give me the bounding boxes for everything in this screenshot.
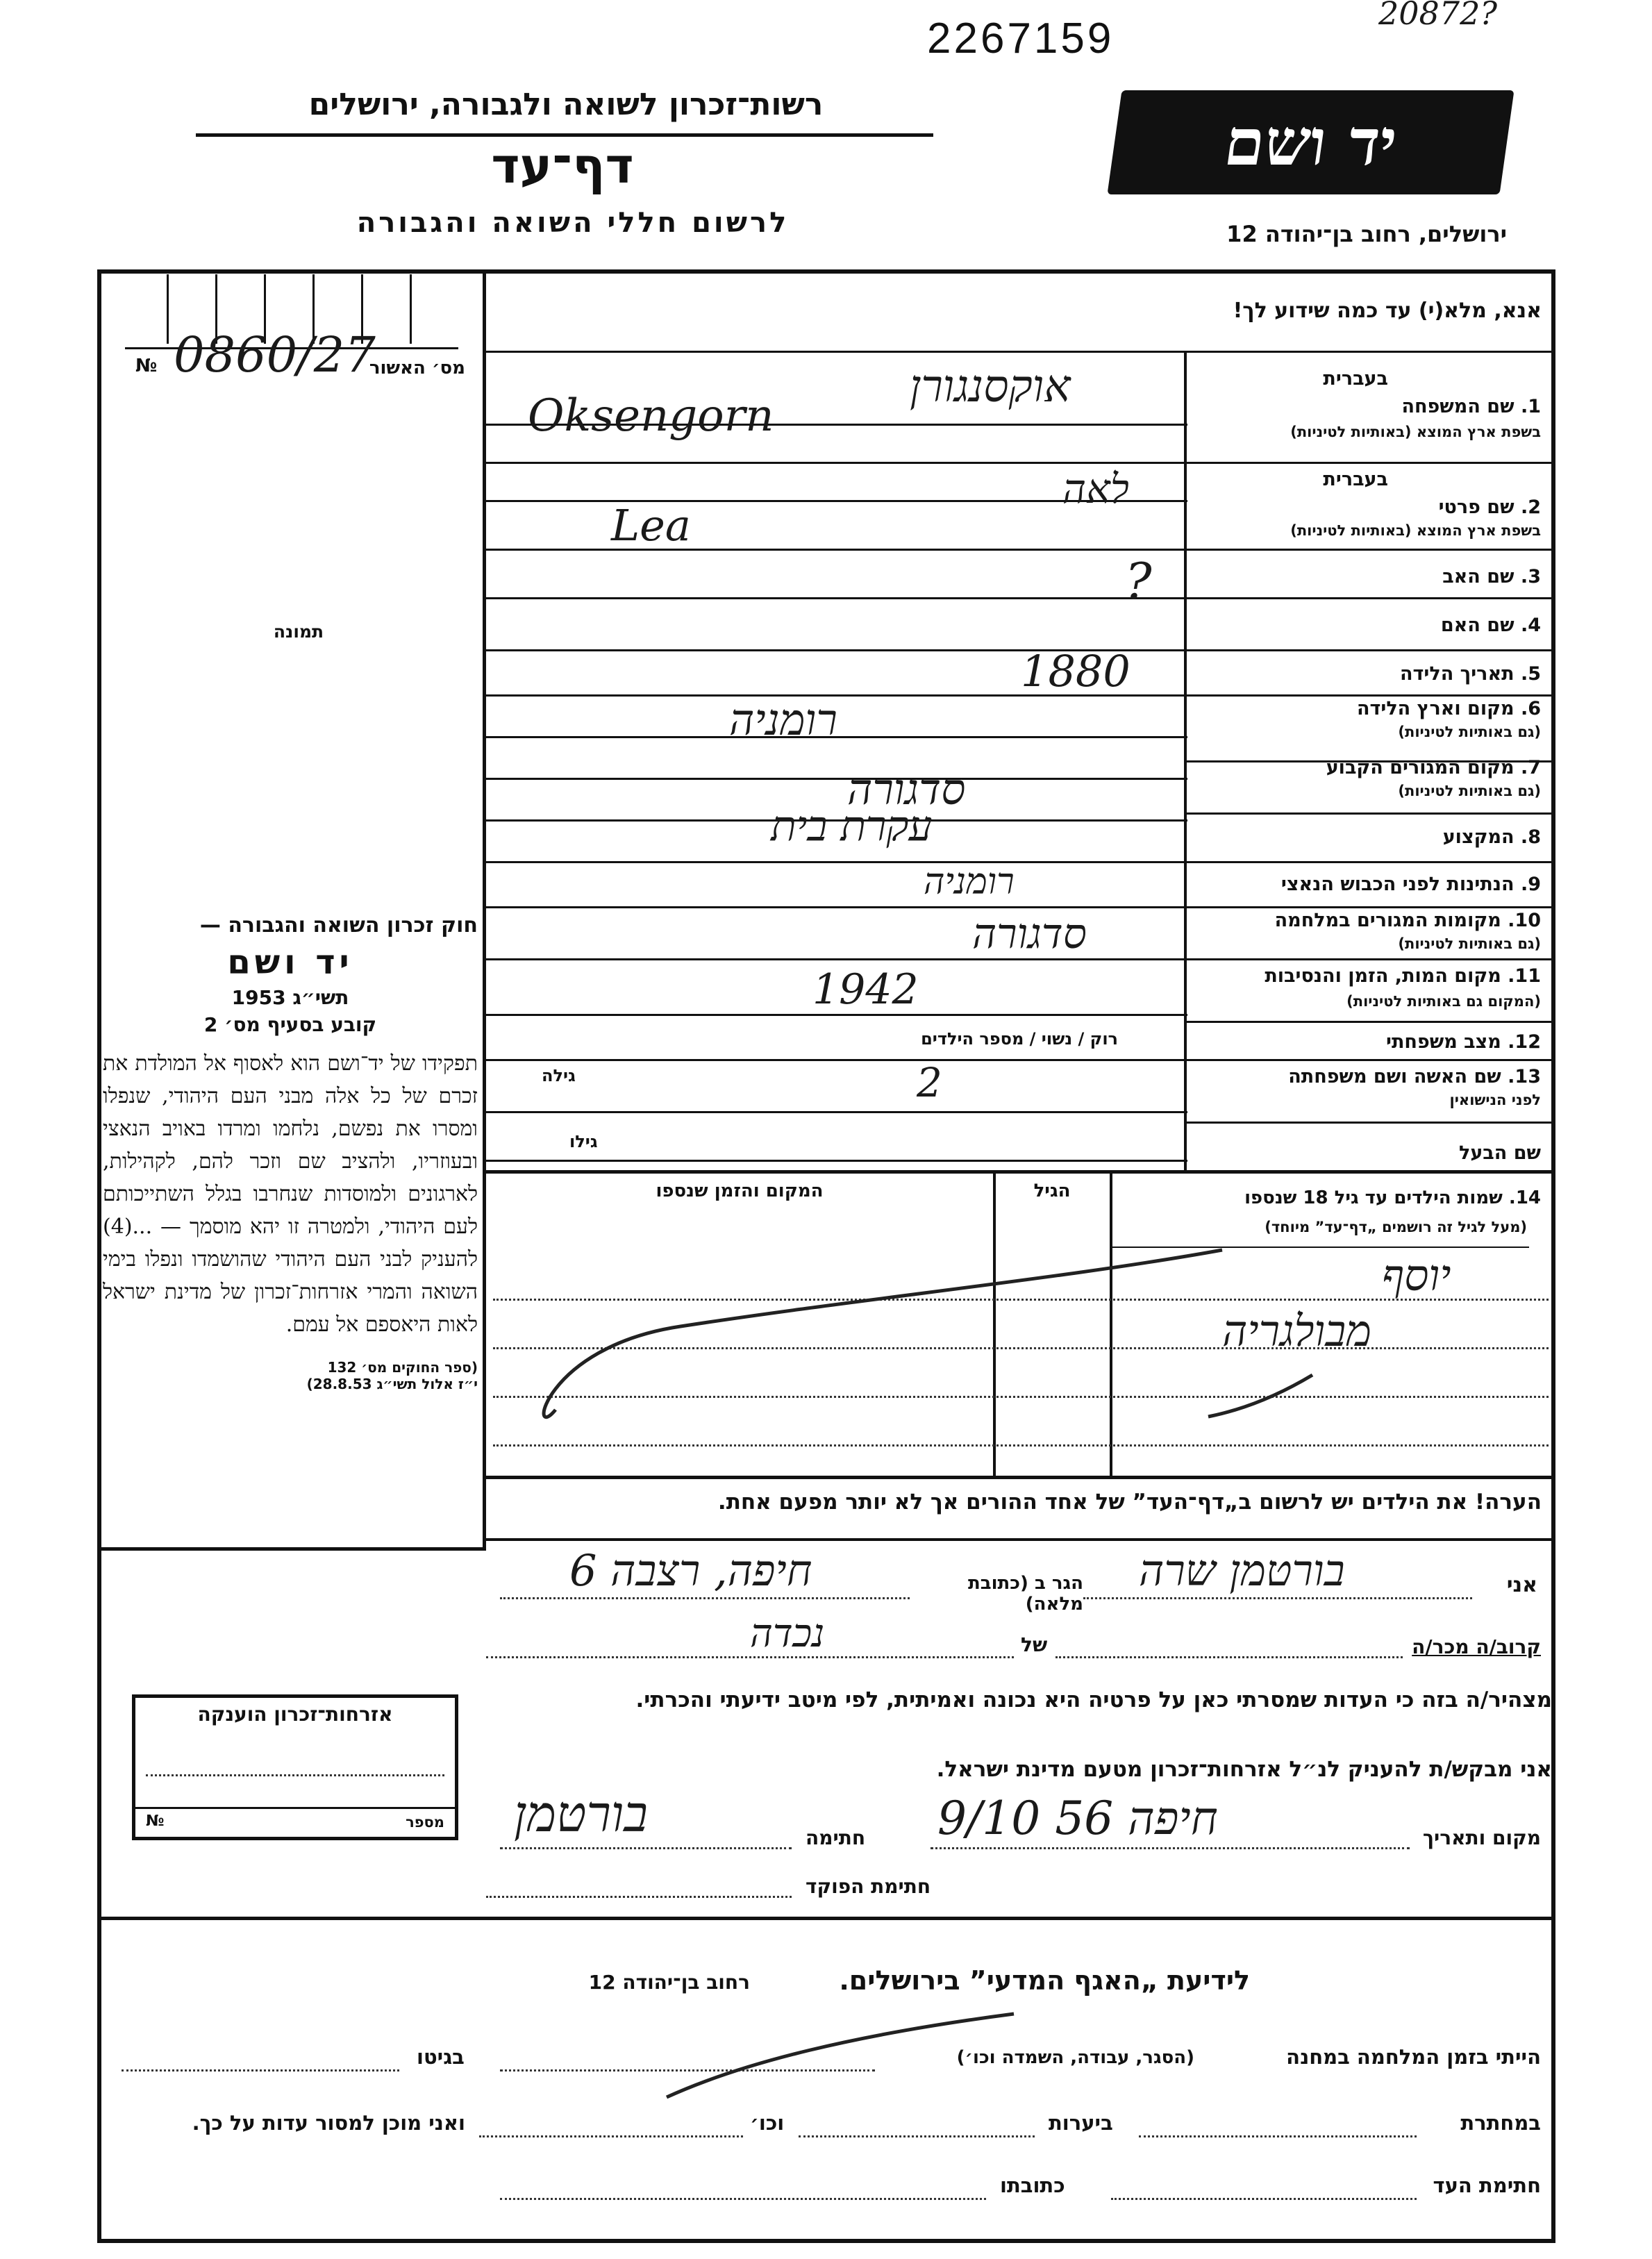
witness-of-label: של bbox=[1021, 1633, 1048, 1656]
form-title: דף־עד bbox=[491, 137, 634, 194]
citizenship-box-title: אזרחות־זכרון הוענקה bbox=[197, 1703, 393, 1726]
footer-title: לידיעת „האגף המדעי” בירושלים. bbox=[839, 1965, 1250, 1996]
archive-number: 2267159 bbox=[927, 15, 1115, 62]
field-7-label: 7. מקום המגורים הקבוע bbox=[1326, 757, 1541, 778]
law-box bbox=[103, 913, 478, 1392]
footer-ghetto-label: בגיטו bbox=[417, 2045, 465, 2069]
witness-address-value[interactable]: חיפה, רצבה 6 bbox=[569, 1545, 812, 1596]
yad-vashem-logo bbox=[1107, 90, 1514, 194]
footer-partisans-label: במחתרת bbox=[1460, 2111, 1541, 2135]
law-name: יד ושם bbox=[227, 943, 353, 982]
law-title: חוק זכרון השואה והגבורה — bbox=[199, 913, 478, 937]
husband-age-label: גילו bbox=[569, 1132, 598, 1151]
footer-line1-start: הייתי בזמן המלחמה במחנה bbox=[1286, 2045, 1541, 2069]
law-year: 1953 bbox=[231, 986, 286, 1009]
children-place-header: המקום והזמן שנספו bbox=[656, 1181, 824, 1201]
hebrew-label-1: בעברית bbox=[1323, 368, 1388, 390]
field-11-sub: (המקום גם באותיות לטיניות) bbox=[1346, 993, 1541, 1010]
field-10-sub: (גם באותיות לטיניות) bbox=[1398, 935, 1541, 952]
field-6-value[interactable]: רומניה bbox=[729, 694, 837, 745]
witness-request: אני מבקש/ת להעניק לנ״ל אזרחות־זכרון מטעם מדינת ישראל. bbox=[936, 1757, 1552, 1782]
footer-witness-signature: חתימת העד bbox=[1433, 2174, 1541, 2197]
approval-value: 0860/27 bbox=[174, 326, 376, 383]
children-strike-mark bbox=[514, 1236, 1333, 1444]
field-1-label: 1. שם המשפחה bbox=[1401, 396, 1541, 417]
place-date-label: מקום ותאריך bbox=[1422, 1826, 1541, 1849]
field-7-sub: (גם באותיות לטיניות) bbox=[1398, 783, 1541, 799]
field-12-label: 12. מצב משפחתי bbox=[1386, 1031, 1541, 1053]
field-4-label: 4. שם האם bbox=[1440, 615, 1541, 636]
children-sub: (מעל לגיל זה רושמים „דף־עד” מיוחד) bbox=[1265, 1219, 1527, 1235]
header-address: ירושלים, רחוב בן־יהודה 12 bbox=[1226, 221, 1507, 247]
citizenship-number-label: מספר bbox=[406, 1814, 444, 1831]
child-1-name[interactable]: יוסף bbox=[1382, 1250, 1451, 1301]
field-1-sub: בשפת ארץ המוצא (באותיות לטיניות) bbox=[1290, 424, 1541, 440]
footer-address-label: כתובתו bbox=[1000, 2174, 1065, 2197]
witness-declaration: מצהיר/ה בזה כי העדות שמסרתי כאן על פרטיה היא נכונה ואמיתית, לפי מיטב ידיעתי והכרתי. bbox=[635, 1687, 1552, 1712]
law-year-hebrew: תשי״ג bbox=[292, 986, 349, 1009]
children-label: 14. שמות הילדים עד גיל 18 שנספו bbox=[1244, 1187, 1541, 1208]
field-3-label: 3. שם האב bbox=[1442, 566, 1541, 587]
intro-text: אנא, מלא(י) עד כמה שידוע לך! bbox=[1233, 299, 1542, 323]
witness-i-label: אני bbox=[1506, 1573, 1537, 1597]
children-note: הערה! את הילדים יש לרשום ב„דף־העד” של אחד ההורים אך לא יותר מפעם אחת. bbox=[717, 1490, 1542, 1515]
footer-line1-types: (הסגר, עבודה, השמדה וכו׳) bbox=[956, 2047, 1194, 2068]
field-9-label: 9. הנתינות לפני הכבוש הנאצי bbox=[1280, 874, 1541, 895]
field-12-options: רוק / נשוי / מספר הילדים bbox=[921, 1029, 1118, 1049]
field-12-value[interactable]: 2 bbox=[917, 1059, 942, 1106]
field-6-label: 6. מקום וארץ הלידה bbox=[1356, 698, 1541, 719]
children-age-header: הגיל bbox=[1033, 1181, 1071, 1201]
photo-label: תמונה bbox=[273, 622, 324, 642]
law-ref-1: (ספר החוקים מס׳ 132 bbox=[327, 1359, 478, 1376]
footer-line2-end: ואני מוכן למסור עדות על כך. bbox=[192, 2111, 465, 2135]
footer-forests-label: ביערות bbox=[1049, 2111, 1113, 2135]
field-1-hebrew-value[interactable]: אוקסנגורן bbox=[910, 361, 1071, 412]
law-ref-2: י״ז אלול תשי״ג 28.8.53) bbox=[306, 1376, 478, 1392]
law-text: תפקידו של יד־ושם הוא לאסוף אל המולדת את זכרם של כל אלה מבני העם היהודי, שנפלו ומסרו את נפשם, נלחמו ומרדו באויב הנאצי ובעוזריו, ולהציב שם וזכר להם, לקהילות, לארגונים ולמוסדות שנחרבו בגלל השתייכותם לעם היהודי, ולמטרה זו יהא מוסמך — ...(4) להעניק לבני העם היהודי שהושמדו ונפלו בימי השואה והמרי אזרחות־זכרון של מדינת ישראל לאות היאספם אל עמם. bbox=[103, 1051, 478, 1337]
child-2-name[interactable]: מבולגריה bbox=[1222, 1306, 1372, 1356]
logo-text: יד ושם bbox=[1219, 105, 1402, 180]
field-5-label: 5. תאריך הלידה bbox=[1399, 663, 1541, 685]
approval-no-sign: № bbox=[135, 356, 158, 376]
signature-value[interactable]: בורטמן bbox=[514, 1785, 649, 1843]
field-10-label: 10. מקומות המגורים במלחמה bbox=[1274, 910, 1541, 931]
field-11-value[interactable]: 1942 bbox=[812, 965, 919, 1014]
field-5-value[interactable]: 1880 bbox=[1021, 646, 1130, 697]
field-1-latin-value[interactable]: Oksengorn bbox=[528, 390, 774, 442]
footer-strike-mark bbox=[660, 2007, 1021, 2104]
field-3-value[interactable]: ? bbox=[1125, 552, 1152, 610]
footer-etc-label: וכו׳ bbox=[750, 2111, 785, 2135]
witness-relation-value[interactable]: נכדה bbox=[750, 1611, 825, 1656]
citizenship-no-sign: № bbox=[146, 1812, 165, 1830]
place-date-value[interactable]: חיפה 56 9/10 bbox=[937, 1792, 1218, 1845]
field-13-label: 13. שם האשה ושם משפחתה bbox=[1288, 1066, 1541, 1087]
witness-name-value[interactable]: בורטמן שרה bbox=[1139, 1545, 1345, 1596]
authority-line: רשות־זכרון לשואה ולגבורה, ירושלים bbox=[308, 87, 824, 122]
officer-signature-label: חתימת הפוקד bbox=[806, 1875, 931, 1898]
field-2-sub: בשפת ארץ המוצא (באותיות לטיניות) bbox=[1290, 522, 1541, 539]
witness-resident-label: הגר ב (כתובת מלאה) bbox=[967, 1573, 1083, 1615]
field-2-latin-value[interactable]: Lea bbox=[611, 500, 691, 551]
field-10-value[interactable]: סדגורה bbox=[972, 910, 1087, 958]
footer-address: רחוב בן־יהודה 12 bbox=[588, 1971, 750, 1994]
field-11-label: 11. מקום המות, הזמן והנסיבות bbox=[1265, 965, 1541, 987]
field-7-value[interactable]: סדגורה bbox=[847, 764, 966, 815]
law-clause: קובע בסעיף מס׳ 2 bbox=[203, 1013, 377, 1036]
witness-relative-label: קרוב/ה מכר/ה bbox=[1412, 1635, 1541, 1658]
field-13-age-label: גילה bbox=[542, 1066, 576, 1085]
field-9-value[interactable]: רומניה bbox=[924, 861, 1015, 903]
field-8-label: 8. המקצוע bbox=[1442, 826, 1541, 848]
signature-label: חתימה bbox=[806, 1826, 866, 1849]
field-13-sub: לפני הנישואין bbox=[1449, 1092, 1541, 1108]
husband-label: שם הבעל bbox=[1458, 1142, 1541, 1164]
field-2-hebrew-value[interactable]: לאה bbox=[1062, 465, 1129, 512]
field-2-label: 2. שם פרטי bbox=[1438, 497, 1541, 518]
form-subtitle: לרשום חללי השואה והגבורה bbox=[356, 207, 790, 239]
corner-number: 20872? bbox=[1378, 0, 1497, 32]
field-8-value[interactable]: עקרת בית bbox=[771, 802, 933, 851]
hebrew-label-2: בעברית bbox=[1323, 469, 1388, 490]
approval-label: מס׳ האשור bbox=[369, 358, 465, 378]
field-6-sub: (גם באותיות לטיניות) bbox=[1398, 724, 1541, 740]
